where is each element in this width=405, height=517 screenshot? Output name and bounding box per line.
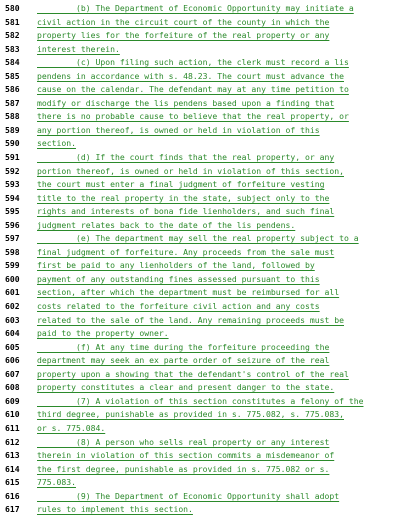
line-number: 581	[5, 16, 20, 27]
line-number: 606	[5, 355, 20, 366]
text-line	[0, 83, 405, 97]
line-text: costs related to the forfeiture civil action and any costs	[37, 301, 320, 312]
line-text: (9) The Department of Economic Opportunity shall adopt	[37, 490, 340, 501]
line-number: 595	[5, 206, 20, 217]
line-number: 590	[5, 138, 20, 149]
text-line	[0, 178, 405, 192]
line-text: civil action in the circuit court of the county in which the	[37, 16, 330, 27]
line-text: (f) At any time during the forfeiture proceeding the	[37, 341, 330, 352]
text-line	[0, 16, 405, 30]
line-text: section.	[37, 138, 76, 149]
line-number: 610	[5, 409, 20, 420]
text-line	[0, 165, 405, 179]
line-number: 607	[5, 368, 20, 379]
text-line	[0, 314, 405, 328]
text-line	[0, 327, 405, 341]
text-line	[0, 259, 405, 273]
line-number: 613	[5, 450, 20, 461]
line-number: 609	[5, 395, 20, 406]
text-line	[0, 246, 405, 260]
line-number: 582	[5, 30, 20, 41]
line-number: 584	[5, 57, 20, 68]
line-number: 588	[5, 111, 20, 122]
line-text: judgment relates back to the date of the lis pendens.	[37, 219, 296, 230]
text-line	[0, 110, 405, 124]
text-line	[0, 408, 405, 422]
line-text: property upon a showing that the defendant's control of the real	[37, 368, 349, 379]
line-text: department may seek an ex parte order of seizure of the real	[37, 355, 330, 366]
line-number: 611	[5, 422, 20, 433]
line-number: 583	[5, 43, 20, 54]
line-number: 604	[5, 328, 20, 339]
line-text: portion thereof, is owned or held in violation of this section,	[37, 165, 344, 176]
line-number: 591	[5, 152, 20, 163]
line-number: 603	[5, 314, 20, 325]
line-text: property lies for the forfeiture of the real property or any	[37, 30, 330, 41]
line-text: (c) Upon filing such action, the clerk must record a lis	[37, 57, 349, 68]
line-number: 615	[5, 477, 20, 488]
line-number: 614	[5, 463, 20, 474]
line-text: rights and interests of bona fide lienholders, and such final	[37, 206, 335, 217]
line-number: 616	[5, 490, 20, 501]
line-text: third degree, punishable as provided in s. 775.082, s. 775.083,	[37, 409, 344, 420]
line-text: therein in violation of this section commits a misdemeanor of	[37, 450, 335, 461]
line-number: 605	[5, 341, 20, 352]
text-line	[0, 56, 405, 70]
line-text: cause on the calendar. The defendant may at any time petition to	[37, 84, 349, 95]
text-line	[0, 124, 405, 138]
line-text: (e) The department may sell the real property subject to a	[37, 233, 359, 244]
line-text: pendens in accordance with s. 48.23. The court must advance the	[37, 70, 344, 81]
line-text: any portion thereof, is owned or held in violation of this	[37, 124, 320, 135]
text-line	[0, 422, 405, 436]
line-number: 586	[5, 84, 20, 95]
line-number: 601	[5, 287, 20, 298]
text-line	[0, 449, 405, 463]
line-text: 775.083.	[37, 477, 76, 488]
text-line	[0, 341, 405, 355]
line-text: related to the sale of the land. Any remaining proceeds must be	[37, 314, 344, 325]
line-number: 617	[5, 504, 20, 515]
text-line	[0, 354, 405, 368]
line-number: 587	[5, 97, 20, 108]
line-number: 589	[5, 124, 20, 135]
line-text: paid to the property owner.	[37, 328, 169, 339]
line-text: (8) A person who sells real property or any interest	[37, 436, 330, 447]
line-text: (7) A violation of this section constitutes a felony of the	[37, 395, 364, 406]
line-number: 596	[5, 219, 20, 230]
line-number: 608	[5, 382, 20, 393]
text-line	[0, 436, 405, 450]
text-line	[0, 490, 405, 504]
text-line	[0, 151, 405, 165]
text-line	[0, 97, 405, 111]
text-line	[0, 395, 405, 409]
text-line	[0, 43, 405, 57]
text-line	[0, 368, 405, 382]
line-text: the court must enter a final judgment of forfeiture vesting	[37, 179, 325, 190]
text-line	[0, 29, 405, 43]
line-text: payment of any outstanding fines assessed pursuant to this	[37, 273, 320, 284]
line-number: 597	[5, 233, 20, 244]
line-text: or s. 775.084.	[37, 422, 106, 433]
line-text: title to the real property in the state, subject only to the	[37, 192, 330, 203]
text-line	[0, 232, 405, 246]
line-number: 580	[5, 3, 20, 13]
line-text: modify or discharge the lis pendens based upon a finding that	[37, 97, 335, 108]
line-number: 585	[5, 70, 20, 81]
line-number: 600	[5, 273, 20, 284]
line-number: 593	[5, 179, 20, 190]
line-text: section, after which the department must be reimbursed for all	[37, 287, 340, 298]
text-line	[0, 192, 405, 206]
line-number: 602	[5, 301, 20, 312]
text-line	[0, 219, 405, 233]
line-text: (d) If the court finds that the real property, or any	[37, 152, 335, 163]
line-number: 598	[5, 246, 20, 257]
text-line	[0, 70, 405, 84]
line-number: 594	[5, 192, 20, 203]
line-text: the first degree, punishable as provided in s. 775.082 or s.	[37, 463, 330, 474]
document-body	[0, 2, 405, 517]
line-number: 592	[5, 165, 20, 176]
text-line	[0, 381, 405, 395]
line-text: (b) The Department of Economic Opportunity may initiate a	[37, 3, 354, 13]
text-line	[0, 463, 405, 477]
text-line	[0, 300, 405, 314]
line-text: interest therein.	[37, 43, 120, 54]
line-number: 612	[5, 436, 20, 447]
text-line	[0, 2, 405, 16]
text-line	[0, 273, 405, 287]
text-line	[0, 286, 405, 300]
line-number: 599	[5, 260, 20, 271]
text-line	[0, 503, 405, 517]
line-text: rules to implement this section.	[37, 504, 193, 515]
text-line	[0, 476, 405, 490]
text-line	[0, 137, 405, 151]
line-text: there is no probable cause to believe that the real property, or	[37, 111, 349, 122]
line-text: first be paid to any lienholders of the land, followed by	[37, 260, 315, 271]
line-text: property constitutes a clear and present danger to the state.	[37, 382, 335, 393]
text-line	[0, 205, 405, 219]
line-text: final judgment of forfeiture. Any proceeds from the sale must	[37, 246, 335, 257]
